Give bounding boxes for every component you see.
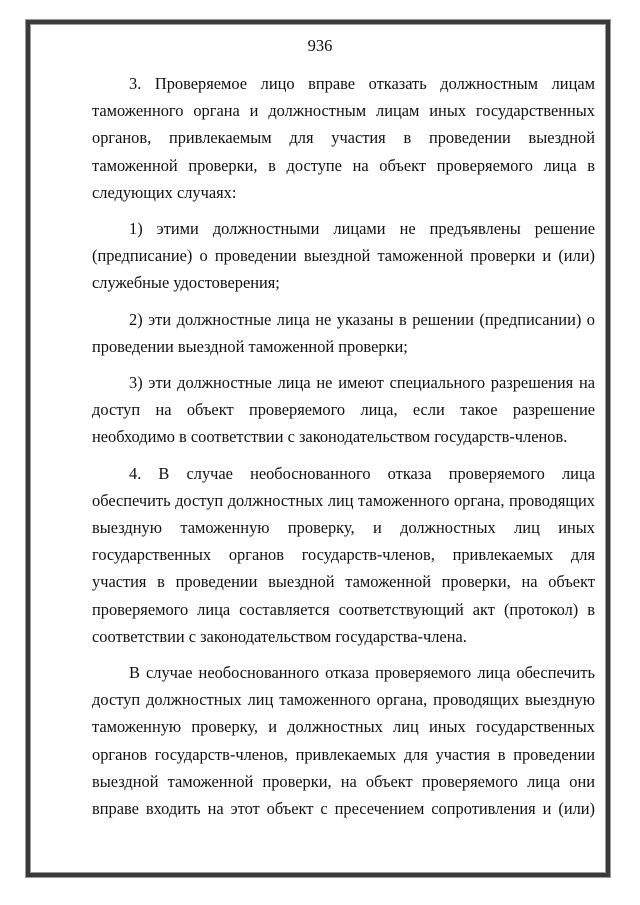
paragraph-4-continuation: В случае необоснованного отказа проверяемого лица обеспечить доступ должностных лиц таможенного органа, проводящих выездную таможенную проверку, и должностных лиц иных государственных органов государств-членов, привлекаемых для участия в проведении выездной таможенной проверки, на объект проверяемого лица они вправе входить на этот объект с пресечением сопротивления и (или) [92,663,595,819]
paragraph-4: 4. В случае необоснованного отказа проверяемого лица обеспечить доступ должностных лиц таможенного органа, проводящих выездную таможенную проверку, и должностных лиц иных государственных органов государств-членов, привлекаемых для участия в проведении выездной таможенной проверки, на объект проверяемого лица составляется соответствующий акт (протокол) в соответствии с законодательством государства-члена. [92,463,595,646]
paragraph-3-item-2: 2) эти должностные лица не указаны в решении (предписании) о проведении выездной таможенной проверки; [92,309,595,356]
paragraph-3: 3. Проверяемое лицо вправе отказать должностным лицам таможенного органа и должностным лицам иных государственных органов, привлекаемым для участия в проведении выездной таможенной проверки, в доступе на объект проверяемого лица в следующих случаях: [92,74,595,202]
paragraph-3-item-1: 1) этими должностными лицами не предъявлены решение (предписание) о проведении выездной таможенной проверки и (или) служебные удостоверения; [92,219,595,293]
paragraph-3-item-3: 3) эти должностные лица не имеют специального разрешения на доступ на объект проверяемого лица, если такое разрешение необходимо в соответствии с законодательством государств-членов. [92,373,595,447]
document-body [92,70,595,822]
page-number: 936 [307,36,333,55]
